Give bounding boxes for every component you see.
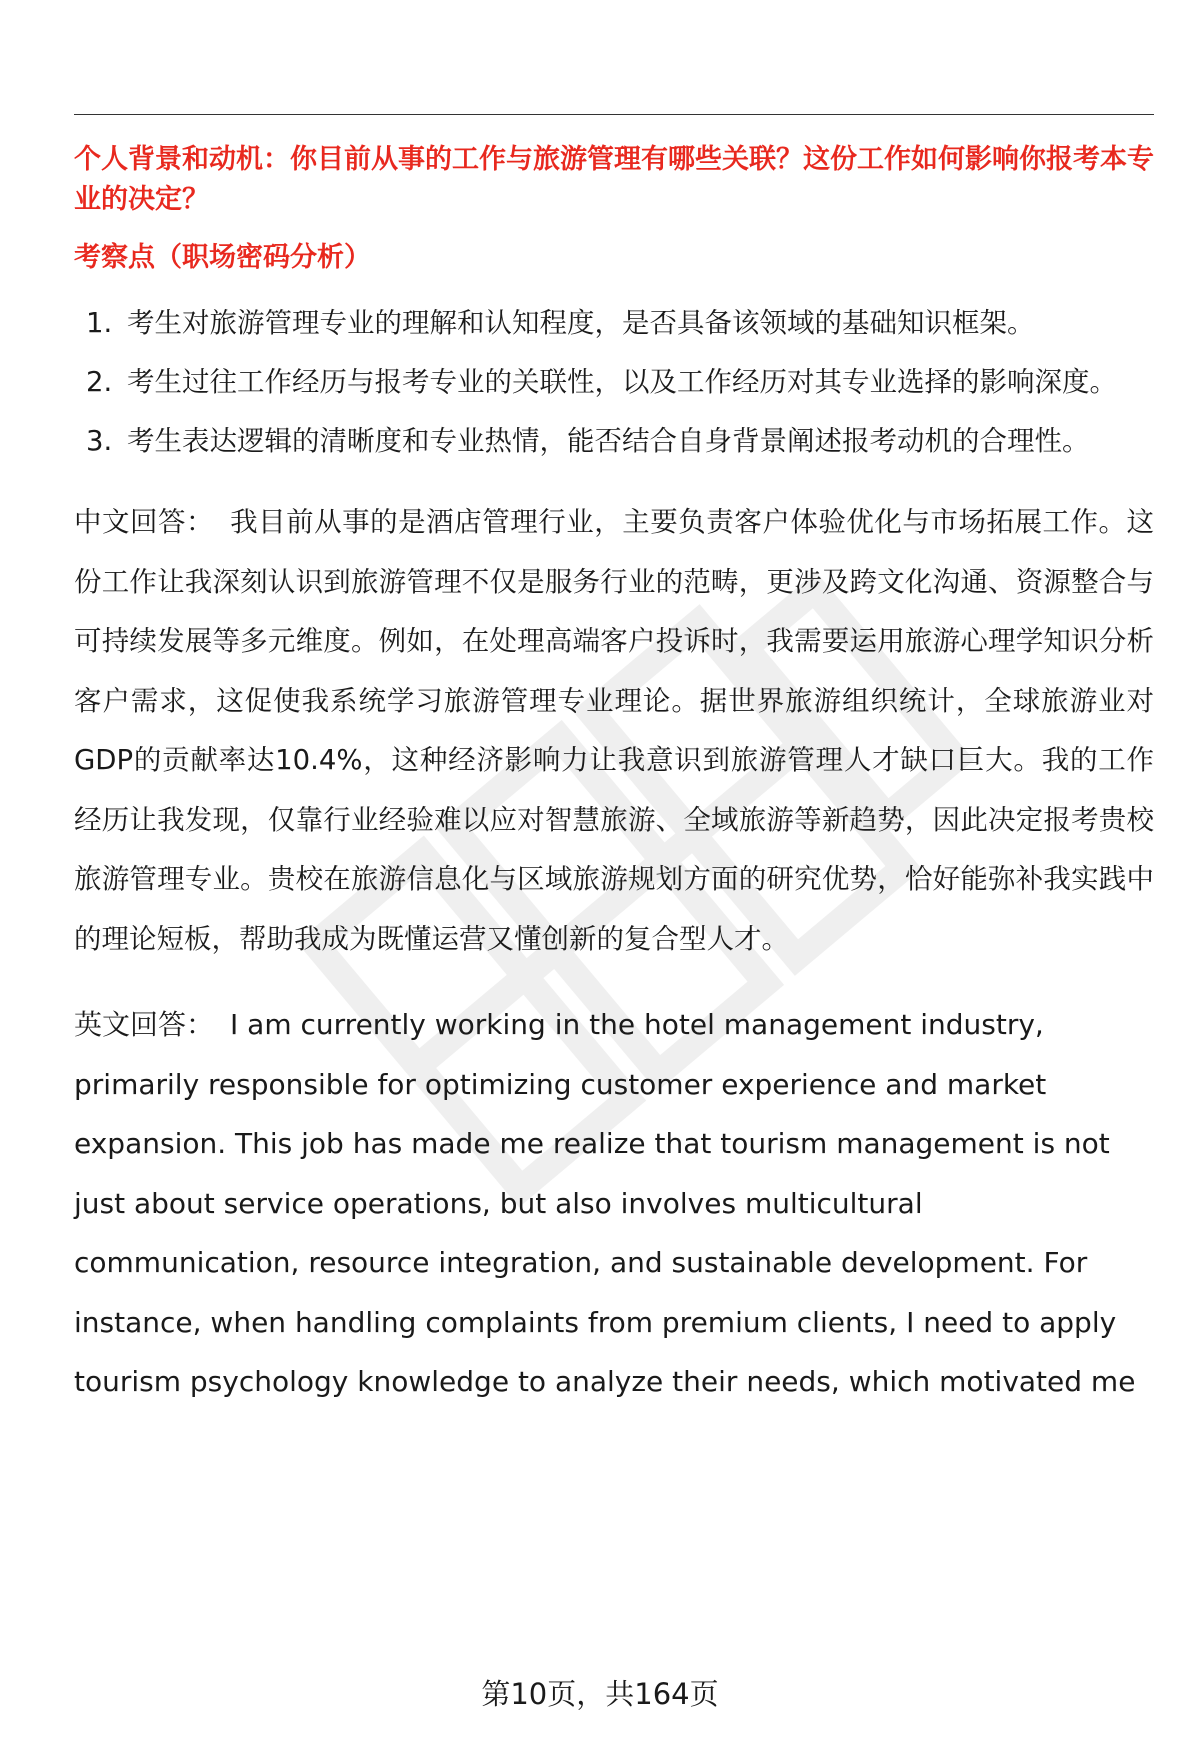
main-content (74, 140, 1154, 1412)
list-item-number: 2. (86, 366, 113, 398)
assessment-heading: 考察点（职场密码分析） (74, 242, 371, 273)
list-item-text: 考生对旅游管理专业的理解和认知程度，是否具备该领域的基础知识框架。 (127, 307, 1035, 339)
english-answer-line: communication, resource integration, and sustainable development. For (74, 1246, 1088, 1279)
english-answer-line: tourism psychology knowledge to analyze their needs, which motivated me (74, 1365, 1136, 1398)
list-item-text: 考生表达逻辑的清晰度和专业热情，能否结合自身背景阐述报考动机的合理性。 (127, 425, 1090, 457)
page-number-footer: 第10页，共164页 (481, 1677, 719, 1711)
english-answer-line: instance, when handling complaints from premium clients, I need to apply (74, 1305, 1117, 1339)
english-answer-line: expansion. This job has made me realize that tourism management is not (74, 1127, 1110, 1160)
assessment-points-list (74, 294, 1154, 471)
list-item (74, 353, 1154, 412)
question-title: 个人背景和动机：你目前从事的工作与旅游管理有哪些关联？这份工作如何影响你报考本专业的决定？ (74, 144, 1154, 215)
list-item-number: 3. (86, 425, 113, 457)
english-answer (74, 995, 1154, 1412)
list-item-text: 考生过往工作经历与报考专业的关联性，以及工作经历对其专业选择的影响深度。 (127, 366, 1117, 398)
english-answer-line: I am currently working in the hotel management industry, (230, 1008, 1044, 1041)
english-answer-line: primarily responsible for optimizing customer experience and market (74, 1067, 1047, 1101)
english-answer-line: just about service operations, but also involves multicultural (74, 1186, 923, 1220)
chinese-answer-text: 我目前从事的是酒店管理行业，主要负责客户体验优化与市场拓展工作。这份工作让我深刻认识到旅游管理不仅是服务行业的范畴，更涉及跨文化沟通、资源整合与可持续发展等多元维度。例如，在处理高端客户投诉时，我需要运用旅游心理学知识分析客户需求，这促使我系统学习旅游管理专业理论。据世界旅游组织统计，全球旅游业对GDP的贡献率达10.4%，这种经济影响力让我意识到旅游管理人才缺口巨大。我的工作经历让我发现，仅靠行业经验难以应对智慧旅游、全域旅游等新趋势，因此决定报考贵校旅游管理专业。贵校在旅游信息化与区域旅游规划方面的研究优势，恰好能弥补我实践中的理论短板，帮助我成为既懂运营又懂创新的复合型人才。 (74, 506, 1155, 955)
list-item (74, 412, 1154, 471)
chinese-answer-label: 中文回答： (74, 506, 215, 538)
list-item-number: 1. (86, 307, 113, 339)
english-answer-label: 英文回答： (74, 1008, 215, 1041)
header-divider (74, 114, 1154, 115)
list-item (74, 294, 1154, 353)
chinese-answer (74, 493, 1154, 969)
